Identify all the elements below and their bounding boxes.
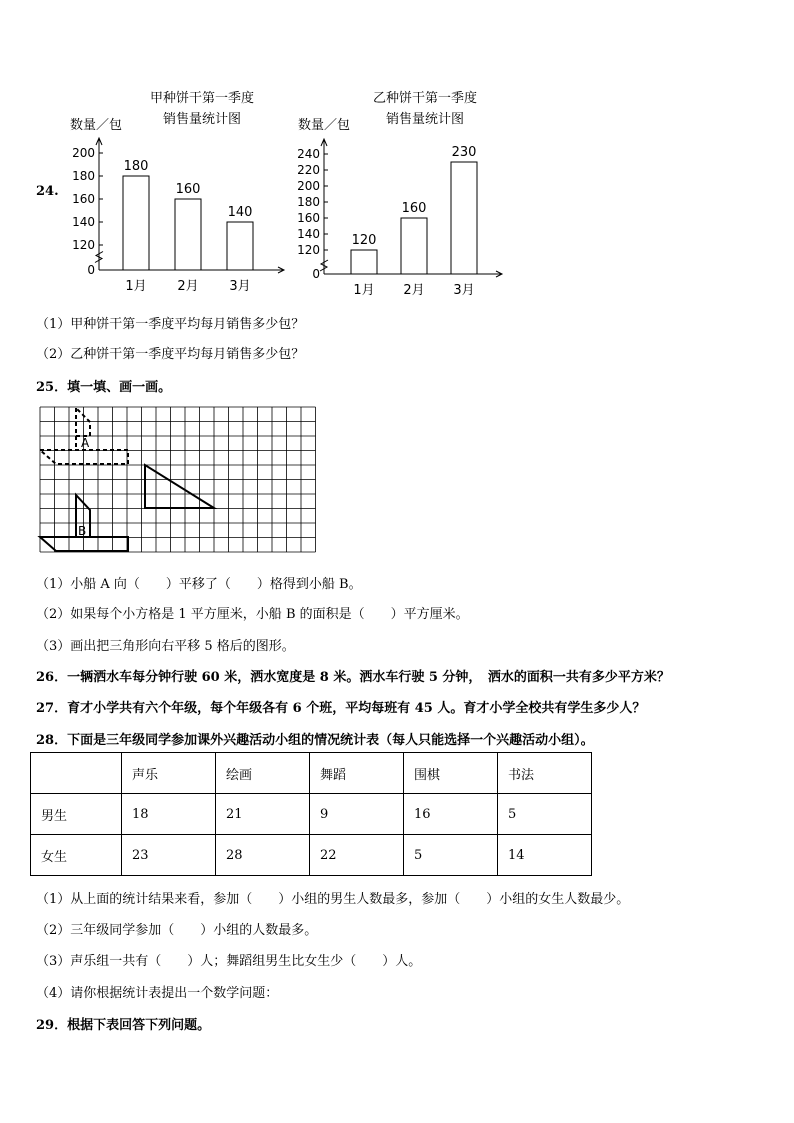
bar: [175, 199, 201, 270]
boat-a-label: A: [81, 436, 90, 450]
y-tick-label: 240: [297, 147, 320, 161]
translation-grid: [30, 400, 330, 560]
table-cell: 9: [310, 794, 404, 835]
question-25-sub3: （3）画出把三角形向右平移 5 格后的图形。: [36, 639, 295, 654]
bar-data-label: 120: [351, 233, 377, 248]
x-tick-label: 2月: [403, 283, 425, 298]
y-tick-label: 120: [297, 243, 320, 257]
table-header-cell: 舞蹈: [310, 753, 404, 794]
table-cell: 21: [216, 794, 310, 835]
table-cell: 28: [216, 835, 310, 876]
table-row: [31, 794, 592, 835]
question-26: 26．一辆洒水车每分钟行驶 60 米，洒水宽度是 8 米。洒水车行驶 5 分钟， 洒水的面积一共有多少平方米？: [36, 670, 670, 685]
question-28-sub2: （2）三年级同学参加（ ）小组的人数最多。: [36, 923, 318, 938]
question-25-title: 25．填一填、画一画。: [36, 380, 172, 395]
question-25-sub1: （1）小船 A 向（ ）平移了（ ）格得到小船 B。: [36, 577, 362, 592]
table-cell: 22: [310, 835, 404, 876]
x-tick-label: 3月: [229, 279, 251, 294]
table-header-cell: 声乐: [122, 753, 216, 794]
table-cell: 5: [498, 794, 592, 835]
question-24-sub2: （2）乙种饼干第一季度平均每月销售多少包？: [36, 347, 305, 362]
chart-y-label: 数量／包: [70, 118, 123, 133]
x-tick-label: 3月: [453, 283, 475, 298]
table-row-label: 女生: [31, 835, 122, 876]
x-tick-label: 1月: [125, 279, 147, 294]
table-header-cell: 书法: [498, 753, 592, 794]
table-cell: 14: [498, 835, 592, 876]
chart-y-label: 数量／包: [298, 118, 351, 133]
y-tick-label: 140: [297, 227, 320, 241]
table-header-cell: [31, 753, 122, 794]
y-tick-label: 160: [297, 211, 320, 225]
question-28-sub1: （1）从上面的统计结果来看，参加（ ）小组的男生人数最多，参加（ ）小组的女生人数最少。: [36, 892, 630, 907]
y-tick-label: 140: [72, 215, 95, 229]
table-row-label: 男生: [31, 794, 122, 835]
table-cell: 23: [122, 835, 216, 876]
question-24-number: 24.: [36, 184, 59, 199]
question-27: 27．育才小学共有六个年级，每个年级各有 6 个班，平均每班有 45 人。育才小学全校共有学生多少人？: [36, 701, 646, 716]
y-tick-label: 0: [312, 267, 320, 281]
table-cell: 16: [404, 794, 498, 835]
chart-jia-biscuit: [62, 85, 292, 300]
question-24-sub1: （1）甲种饼干第一季度平均每月销售多少包？: [36, 317, 305, 332]
bar: [351, 250, 377, 274]
boat-b-label: B: [78, 524, 87, 538]
table-row: [31, 835, 592, 876]
y-tick-label: 0: [87, 263, 95, 277]
chart-title: 乙种饼干第一季度: [372, 91, 478, 106]
question-28-sub3: （3）声乐组一共有（ ）人；舞蹈组男生比女生少（ ）人。: [36, 954, 422, 969]
chart-title: 甲种饼干第一季度: [149, 91, 255, 106]
chart-subtitle: 销售量统计图: [162, 112, 242, 127]
bar-data-label: 180: [123, 159, 149, 174]
question-28-title: 28．下面是三年级同学参加课外兴趣活动小组的情况统计表（每人只能选择一个兴趣活动小组）。: [36, 733, 594, 748]
table-cell: 5: [404, 835, 498, 876]
bar-data-label: 140: [227, 205, 253, 220]
y-tick-label: 180: [297, 195, 320, 209]
chart-subtitle: 销售量统计图: [385, 112, 465, 127]
bar-data-label: 230: [451, 145, 477, 160]
bar-data-label: 160: [401, 201, 427, 216]
table-header-cell: 绘画: [216, 753, 310, 794]
y-tick-label: 180: [72, 169, 95, 183]
bar: [401, 218, 427, 274]
question-25-sub2: （2）如果每个小方格是 1 平方厘米，小船 B 的面积是（ ）平方厘米。: [36, 607, 469, 622]
y-tick-label: 120: [72, 238, 95, 252]
y-tick-label: 160: [72, 192, 95, 206]
question-28-sub4: （4）请你根据统计表提出一个数学问题：: [36, 986, 279, 1001]
y-tick-label: 200: [297, 179, 320, 193]
x-tick-label: 1月: [353, 283, 375, 298]
bar: [227, 222, 253, 270]
interest-group-table: [30, 752, 592, 876]
chart-yi-biscuit: [292, 85, 512, 300]
bar-data-label: 160: [175, 182, 201, 197]
table-header-row: [31, 753, 592, 794]
triangle: [145, 465, 214, 508]
x-tick-label: 2月: [177, 279, 199, 294]
bar: [451, 162, 477, 274]
table-header-cell: 围棋: [404, 753, 498, 794]
question-29: 29．根据下表回答下列问题。: [36, 1018, 211, 1033]
y-tick-label: 200: [72, 146, 95, 160]
y-tick-label: 220: [297, 163, 320, 177]
bar: [123, 176, 149, 270]
table-cell: 18: [122, 794, 216, 835]
